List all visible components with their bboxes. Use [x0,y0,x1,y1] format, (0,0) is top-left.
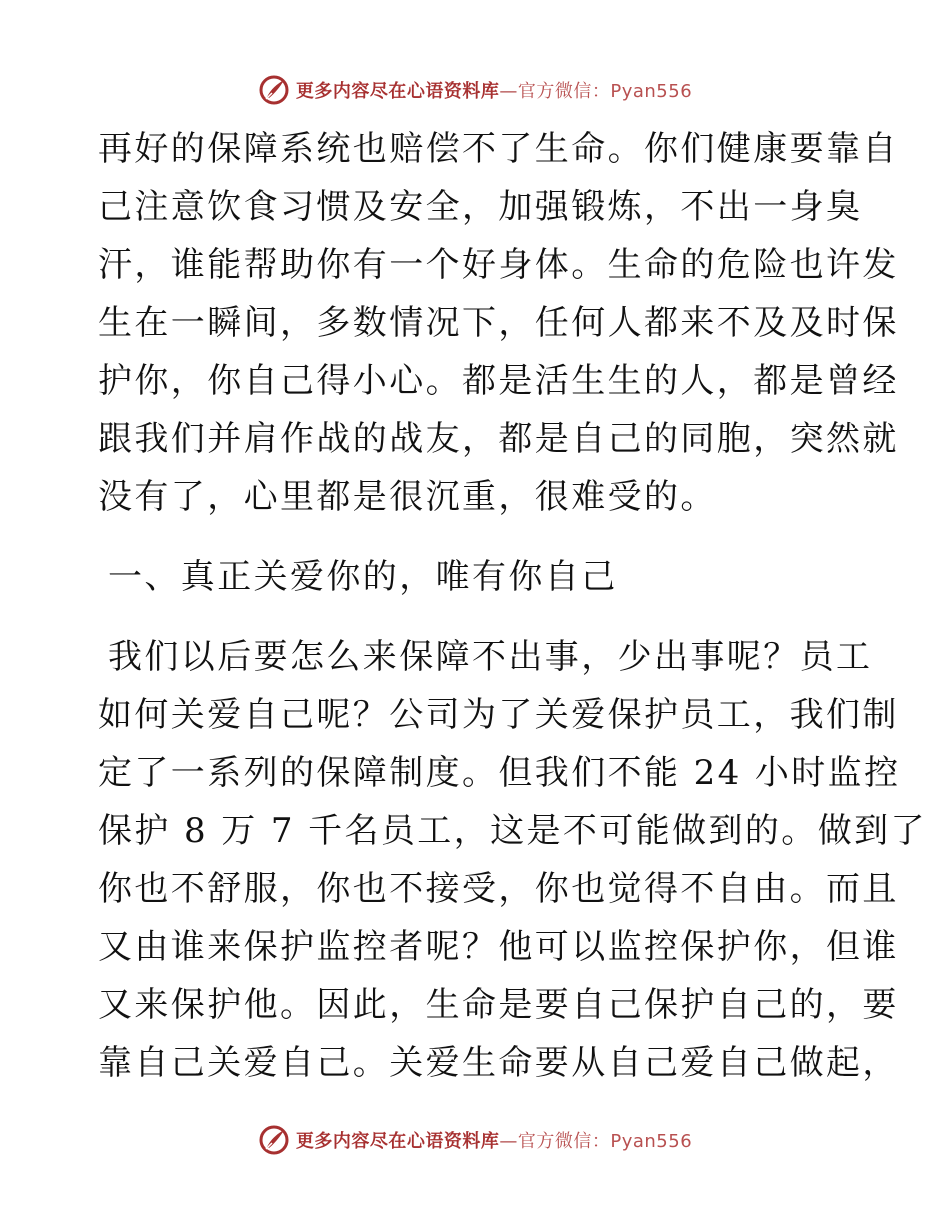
header-banner-text [296,77,692,103]
footer-banner-text [296,1127,692,1153]
footer-wechat-id: Pyan556 [610,1131,693,1152]
header-wechat-label: 官方微信： [517,81,611,102]
paragraph-line: 如何关爱自己呢？公司为了关爱保护员工，我们制 [98,695,899,735]
footer-brand: 更多内容尽在心语资料库 [295,1131,500,1152]
paragraph-line: 再好的保障系统也赔偿不了生命。你们健康要靠自 [98,129,899,169]
section-heading: 一、真正关爱你的，唯有你自己 [108,557,618,597]
paragraph-line: 保护 8 万 7 千名员工，这是不可能做到的。做到了 [98,811,927,851]
paragraph-line: 靠自己关爱自己。关爱生命要从自己爱自己做起， [98,1043,899,1083]
paragraph-line: 护你，你自己得小心。都是活生生的人，都是曾经 [98,361,899,401]
paragraph-line: 又来保护他。因此，生命是要自己保护自己的，要 [98,985,899,1025]
paragraph-line: 定了一系列的保障制度。但我们不能 24 小时监控 [98,753,901,793]
header-banner [0,70,950,110]
paragraph-2 [98,628,927,1092]
paragraph-line: 己注意饮食习惯及安全，加强锻炼，不出一身臭 [98,187,863,227]
paragraph-line: 跟我们并肩作战的战友，都是自己的同胞，突然就 [98,419,899,459]
paragraph-line: 又由谁来保护监控者呢？他可以监控保护你，但谁 [98,927,899,967]
document-body [98,120,927,1092]
header-wechat-id: Pyan556 [610,81,693,102]
paragraph-1 [98,120,899,526]
header-brand: 更多内容尽在心语资料库 [295,81,500,102]
footer-wechat-label: 官方微信： [517,1131,611,1152]
paragraph-line: 你也不舒服，你也不接受，你也觉得不自由。而且 [98,869,899,909]
paragraph-line: 生在一瞬间，多数情况下，任何人都来不及及时保 [98,303,899,343]
paragraph-line: 我们以后要怎么来保障不出事，少出事呢？员工 [108,637,873,677]
footer-banner [0,1120,950,1160]
feather-quill-logo-icon [258,74,290,106]
header-separator: — [499,81,518,102]
footer-separator: — [499,1131,518,1152]
paragraph-line: 没有了，心里都是很沉重，很难受的。 [98,477,717,517]
feather-quill-logo-icon [258,1124,290,1156]
paragraph-line: 汗，谁能帮助你有一个好身体。生命的危险也许发 [98,245,899,285]
